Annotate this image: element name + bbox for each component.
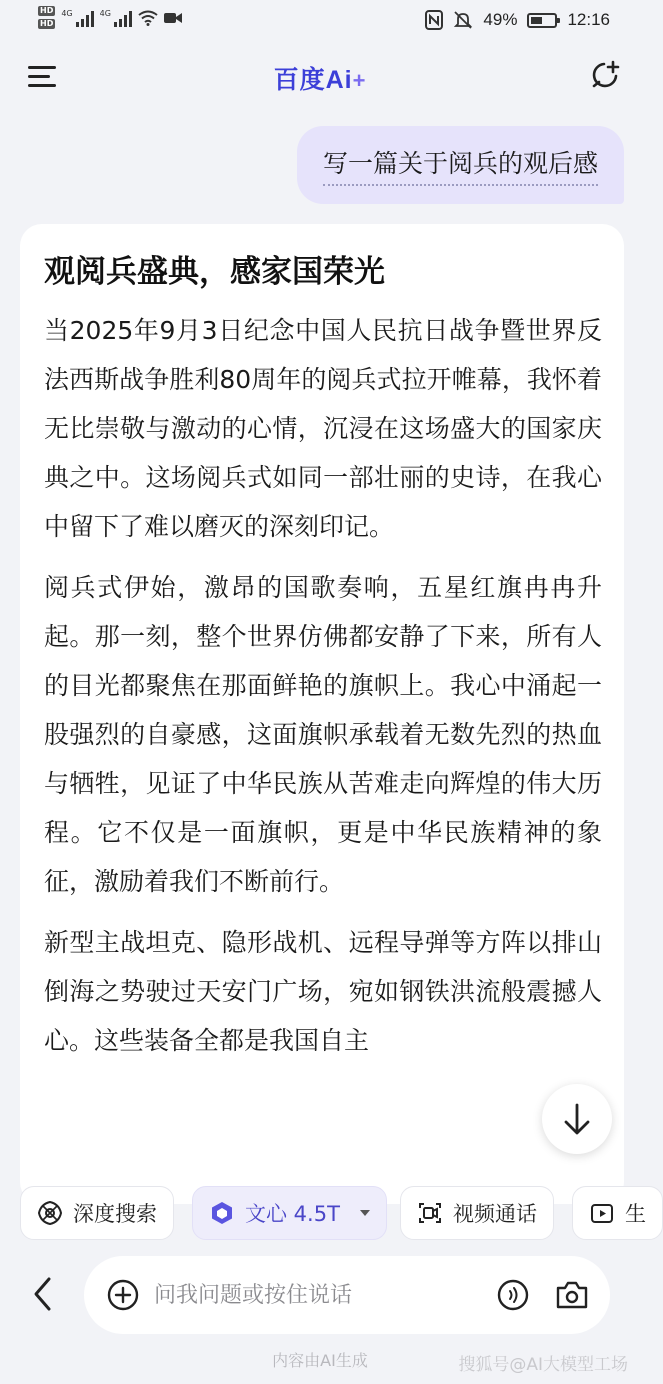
network-type: 4G bbox=[61, 8, 73, 18]
answer-title: 观阅兵盛典，感家国荣光 bbox=[44, 254, 385, 290]
hd-badge: HD bbox=[40, 6, 54, 15]
answer-paragraph: 新型主战坦克、隐形战机、远程导弹等方阵以排山倒海之势驶过天安门广场，宛如钢铁洪流般震撼人心。这些装备全都是我国自主 bbox=[44, 928, 602, 1055]
voice-icon[interactable] bbox=[496, 1278, 530, 1312]
status-left bbox=[38, 6, 182, 29]
new-chat-icon[interactable] bbox=[590, 60, 620, 90]
generate-chip[interactable] bbox=[572, 1186, 663, 1240]
app-header bbox=[0, 50, 640, 106]
chat-input[interactable] bbox=[154, 1256, 484, 1334]
watermark: 搜狐号@AI大模型工场 bbox=[458, 1355, 628, 1375]
arrow-down-icon bbox=[542, 1084, 612, 1154]
status-bar bbox=[0, 0, 640, 44]
hd-indicators bbox=[38, 6, 55, 29]
scroll-to-bottom-button[interactable] bbox=[542, 1084, 612, 1154]
signal-icon bbox=[61, 9, 93, 27]
feature-chips bbox=[0, 1186, 646, 1242]
user-message-text: 写一篇关于阅兵的观后感 bbox=[323, 144, 598, 186]
wifi-icon bbox=[138, 10, 158, 26]
ai-generated-note: 内容由AI生成 bbox=[272, 1351, 368, 1370]
user-message-bubble[interactable] bbox=[297, 126, 624, 204]
chip-label: 深度搜索 bbox=[73, 1202, 157, 1226]
back-arrow-icon[interactable] bbox=[28, 1274, 58, 1314]
app-logo bbox=[0, 60, 640, 96]
chip-label: 文心 4.5T bbox=[245, 1202, 340, 1226]
play-card-icon bbox=[589, 1200, 615, 1226]
ai-answer-card bbox=[20, 224, 624, 1204]
network-type: 4G bbox=[99, 8, 111, 18]
hd-badge: HD bbox=[40, 19, 54, 28]
video-call-icon bbox=[417, 1200, 443, 1226]
battery-icon bbox=[527, 13, 557, 28]
answer-paragraph: 当2025年9月3日纪念中国人民抗日战争暨世界反法西斯战争胜利80周年的阅兵式拉开帷幕，我怀着无比崇敬与激动的心情，沉浸在这场盛大的国家庆典之中。这场阅兵式如同一部壮丽的史诗，在我心中留下了难以磨灭的深刻印记。 bbox=[44, 316, 602, 541]
answer-paragraph: 阅兵式伊始，激昂的国歌奏响，五星红旗冉冉升起。那一刻，整个世界仿佛都安静了下来，所有人的目光都聚焦在那面鲜艳的旗帜上。我心中涌起一股强烈的自豪感，这面旗帜承载着无数先烈的热血与牺牲，见证了中华民族从苦难走向辉煌的伟大历程。它不仅是一面旗帜，更是中华民族精神的象征，激励着我们不断前行。 bbox=[44, 573, 602, 896]
logo-text: 百度Ai bbox=[273, 66, 353, 94]
wenxin-model-icon bbox=[209, 1200, 235, 1226]
model-selector-chip[interactable] bbox=[192, 1186, 387, 1240]
deep-search-chip[interactable] bbox=[20, 1186, 174, 1240]
mute-bell-icon bbox=[453, 10, 473, 30]
video-recording-icon bbox=[164, 12, 182, 24]
deep-search-icon bbox=[37, 1200, 63, 1226]
camera-icon[interactable] bbox=[554, 1278, 590, 1312]
chip-label: 生 bbox=[625, 1202, 646, 1226]
signal-icon bbox=[100, 9, 132, 27]
battery-percent: 49% bbox=[483, 10, 518, 29]
battery-fill bbox=[531, 17, 542, 24]
clock: 12:16 bbox=[567, 10, 610, 29]
chevron-down-icon bbox=[360, 1210, 370, 1216]
logo-spark: + bbox=[352, 68, 367, 93]
chip-label: 视频通话 bbox=[453, 1202, 537, 1226]
plus-icon[interactable] bbox=[106, 1278, 140, 1312]
video-call-chip[interactable] bbox=[400, 1186, 554, 1240]
chat-input-bar bbox=[84, 1256, 610, 1334]
status-right bbox=[425, 10, 610, 30]
nfc-icon bbox=[425, 10, 443, 30]
